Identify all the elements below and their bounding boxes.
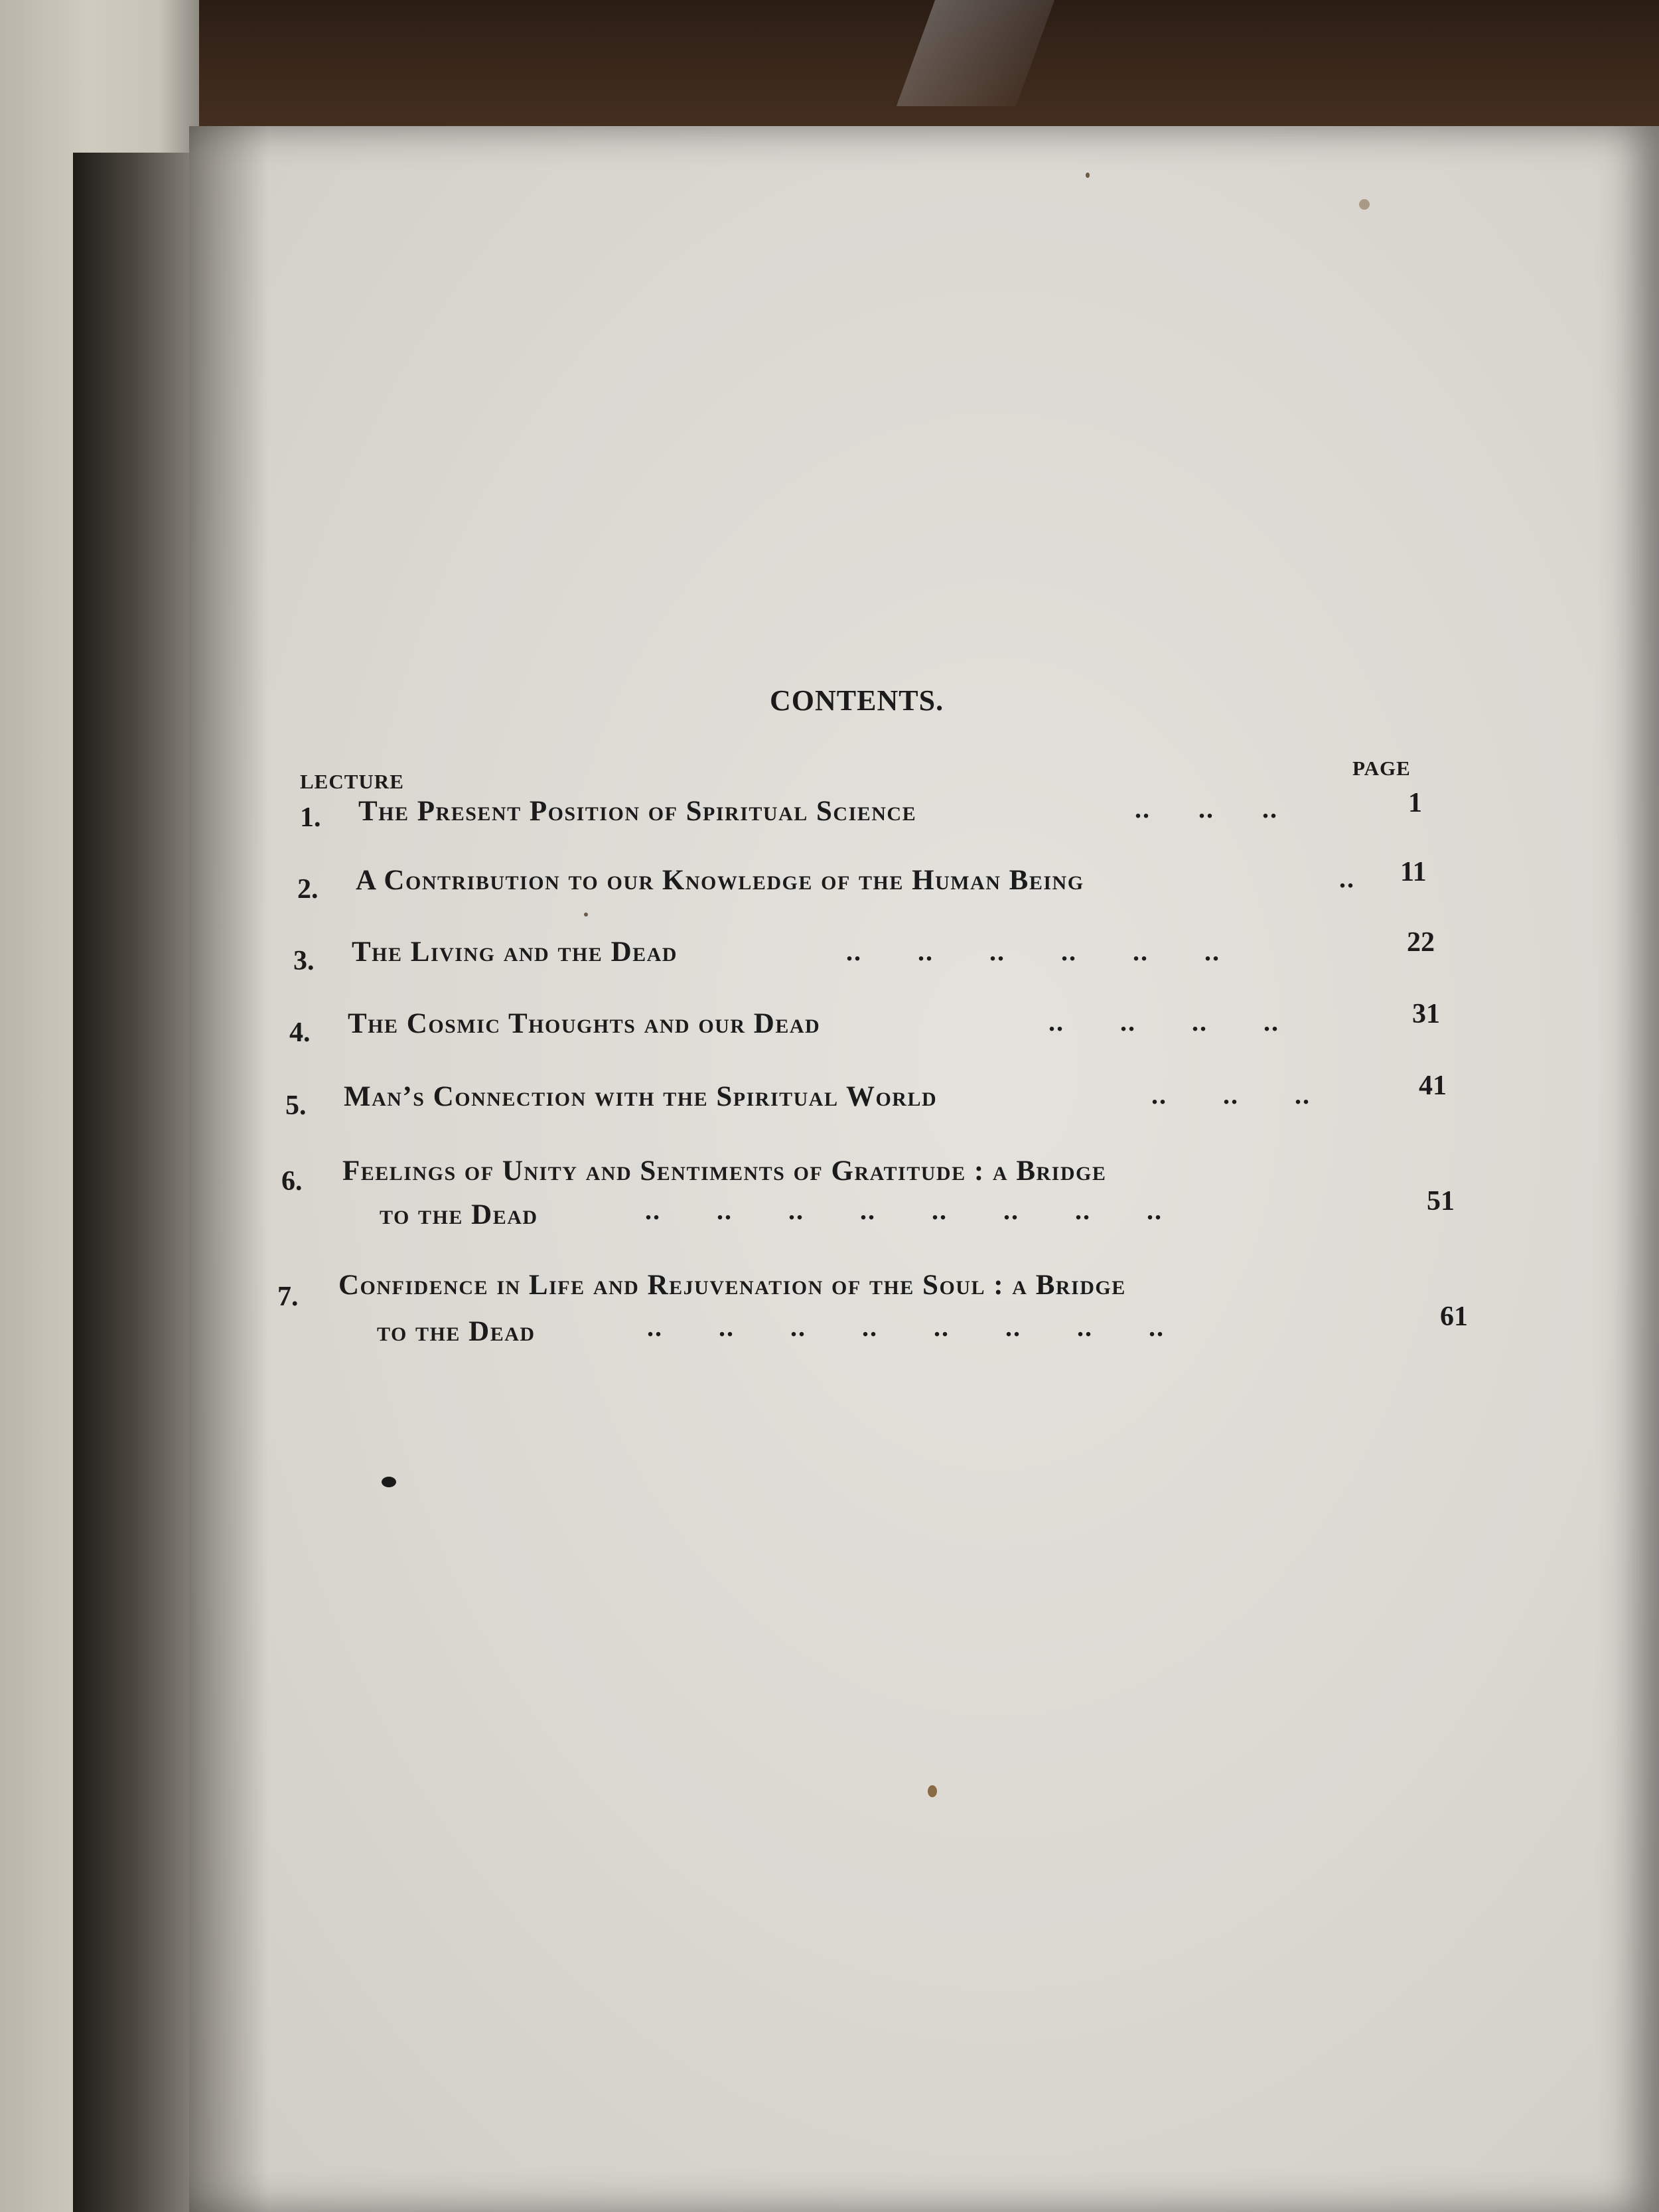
leader-dots: .. .. .. .. .. .. (846, 936, 1220, 966)
entry-title: The Living and the Dead (352, 936, 678, 968)
paper-speck (382, 1477, 396, 1487)
entry-page-number: 41 (1419, 1070, 1447, 1101)
entry-title: A Contribution to our Knowledge of the Human Being (356, 865, 1084, 896)
entry-title: Man’s Connection with the Spiritual World (344, 1081, 938, 1112)
entry-number: 4. (289, 1017, 311, 1048)
leader-dots: .. .. .. .. (1048, 1007, 1279, 1037)
contents-title: CONTENTS. (770, 684, 944, 717)
entry-title-continuation: to the Dead (377, 1316, 536, 1347)
leader-dots: .. .. .. .. .. .. .. .. (645, 1195, 1163, 1225)
entry-number: 5. (285, 1090, 307, 1121)
entry-title: The Present Position of Spiritual Science (358, 796, 917, 827)
entry-page-number: 1 (1408, 788, 1422, 818)
page-edge-shadow (189, 126, 269, 2212)
leader-dots: .. .. .. .. .. .. .. .. (647, 1312, 1165, 1342)
entry-title: Feelings of Unity and Sentiments of Gratitude : a Bridge (342, 1155, 1107, 1187)
lecture-column-heading: LECTURE (300, 770, 404, 793)
entry-title: Confidence in Life and Rejuvenation of the Soul : a Bridge (338, 1270, 1126, 1301)
entry-page-number: 31 (1412, 999, 1440, 1029)
paper-speck (584, 913, 588, 917)
entry-page-number: 11 (1400, 857, 1427, 887)
entry-number: 2. (297, 874, 319, 905)
entry-title: The Cosmic Thoughts and our Dead (348, 1008, 821, 1039)
entry-number: 1. (300, 802, 321, 833)
leader-dots: .. .. .. (1135, 794, 1278, 824)
paper-speck (1359, 199, 1370, 210)
page-column-heading: PAGE (1352, 757, 1411, 780)
entry-number: 3. (293, 946, 315, 976)
leader-dots: .. (1339, 863, 1355, 893)
entry-number: 7. (277, 1282, 299, 1312)
entry-page-number: 51 (1427, 1186, 1455, 1217)
entry-number: 6. (281, 1166, 303, 1197)
paper-speck (928, 1785, 937, 1797)
leader-dots: .. .. .. (1151, 1080, 1311, 1110)
entry-title-continuation: to the Dead (380, 1199, 538, 1230)
entry-page-number: 22 (1407, 927, 1435, 958)
paper-speck (1086, 173, 1090, 178)
entry-page-number: 61 (1440, 1301, 1468, 1332)
